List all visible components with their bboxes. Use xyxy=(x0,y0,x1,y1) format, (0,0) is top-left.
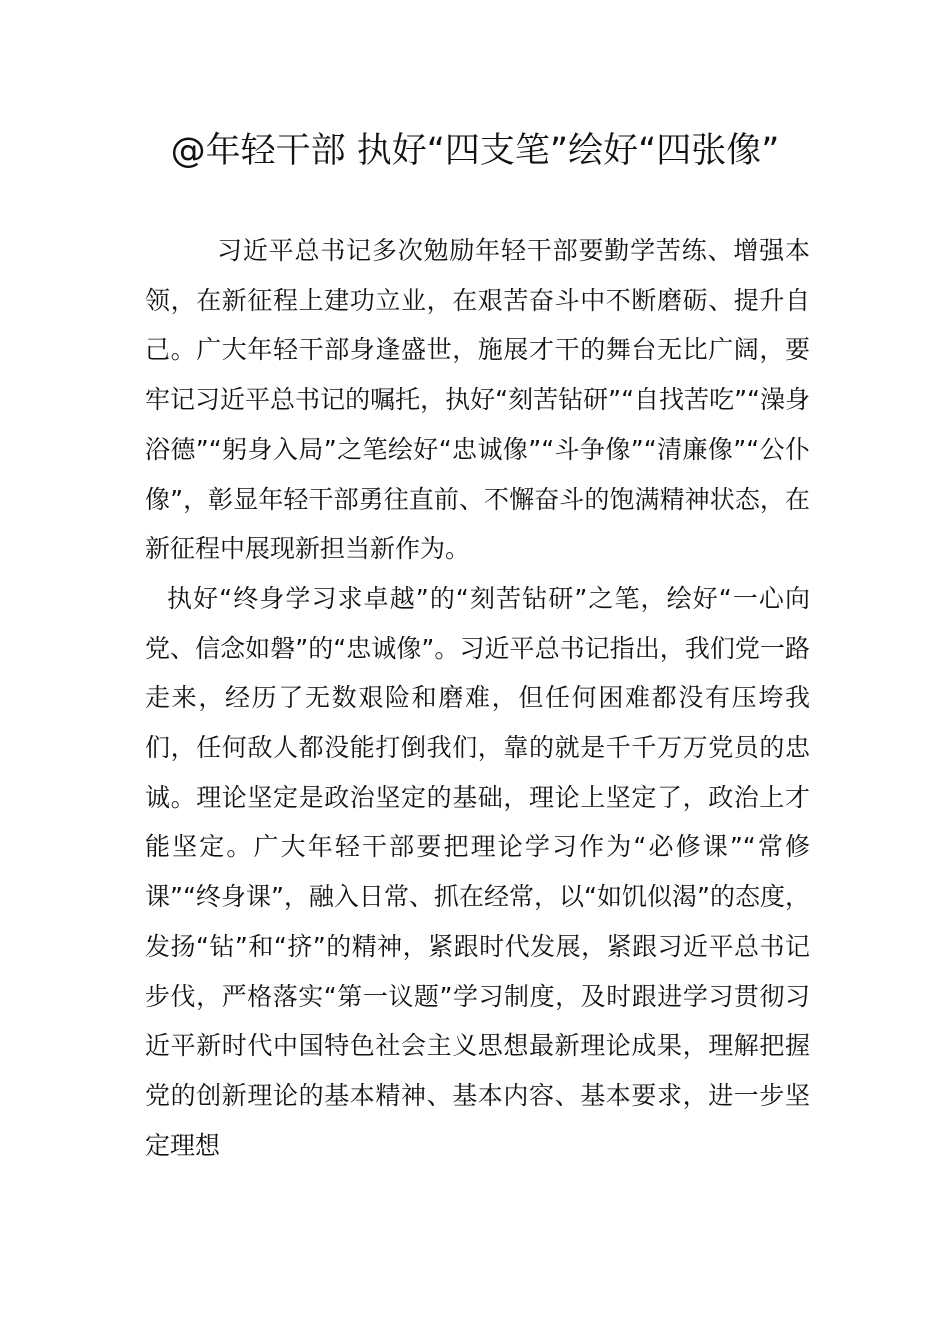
paragraph-2: 执好“终身学习求卓越”的“刻苦钻研”之笔，绘好“一心向党、信念如磐”的“忠诚像”。习近平总书记指出，我们党一路走来，经历了无数艰险和磨难，但任何困难都没有压垮我们，任何敌人都没能打倒我们，靠的就是千千万万党员的忠诚。理论坚定是政治坚定的基础，理论上坚定了，政治上才能坚定。广大年轻干部要把理论学习作为“必修课”“常修课”“终身课”，融入日常、抓在经常，以“如饥似渴”的态度，发扬“钻”和“挤”的精神，紧跟时代发展，紧跟习近平总书记步伐，严格落实“第一议题”学习制度，及时跟进学习贯彻习近平新时代中国特色社会主义思想最新理论成果，理解把握党的创新理论的基本精神、基本内容、基本要求，进一步坚定理想 xyxy=(145,583,810,1160)
document-title: @年轻干部 执好“四支笔”绘好“四张像” xyxy=(170,131,780,171)
paragraph-1: 习近平总书记多次勉励年轻干部要勤学苦练、增强本领，在新征程上建功立业，在艰苦奋斗中不断磨砺、提升自己。广大年轻干部身逢盛世，施展才干的舞台无比广阔，要牢记习近平总书记的嘱托，执好“刻苦钻研”“自找苦吃”“澡身浴德”“躬身入局”之笔绘好“忠诚像”“斗争像”“清廉像”“公仆像”，彰显年轻干部勇往直前、不懈奋斗的饱满精神状态，在新征程中展现新担当新作为。 xyxy=(145,236,810,564)
document-body xyxy=(145,226,810,1170)
